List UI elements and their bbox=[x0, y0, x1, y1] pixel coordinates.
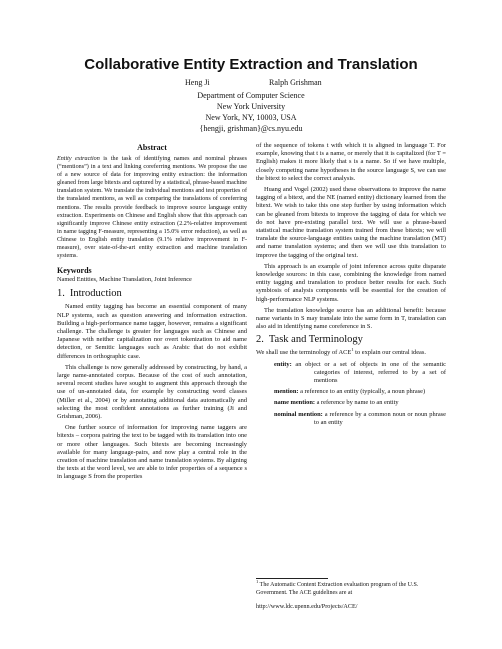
body-paragraph: Huang and Vogel (2002) used these observations to improve the name tagging of a bitext, and the NE (named entity) dictionary learned from the bitext. We wish to take this one step further by using information which can be gleaned from bitexts to improve the tagging of data for which we do not have pre-existing parallel text. We will use a phrase-based statistical machine translation system trained from these bitexts; we will translate the source-language entities using the machine translation (MT) and name translation systems; and then we will use this translation to improve the tagging of the original text. bbox=[256, 186, 446, 259]
term-definition: an object or a set of objects in one of the semantic categories of interest, referred to by a set of mentions bbox=[295, 360, 446, 385]
keywords-text: Named Entities, Machine Translation, Joint Inference bbox=[57, 276, 192, 284]
term-name: entity: bbox=[274, 360, 292, 368]
abstract-text bbox=[57, 155, 247, 260]
affiliation-dept: Department of Computer Science bbox=[197, 91, 305, 100]
affiliation-email: {hengji, grishman}@cs.nyu.edu bbox=[199, 124, 303, 133]
term-item bbox=[274, 388, 446, 396]
task-intro-before: We shall use the terminology of ACE bbox=[256, 349, 352, 357]
paper-title: Collaborative Entity Extraction and Translation bbox=[84, 56, 418, 73]
abstract-heading: Abstract bbox=[137, 143, 167, 152]
affiliation-university: New York University bbox=[216, 102, 286, 111]
task-intro bbox=[256, 349, 446, 357]
intro-paragraph: Named entity tagging has become an essential component of many NLP systems, such as question answering and information extraction. Building a high-performance name tagger, however, remains a significant challenge. The challenge is greater for languages such as Chinese and Japanese with neither capitalization nor overt tokenization to aid name detection, or Semitic languages such as Arabic that do not exhibit differences in orthographic case. bbox=[57, 303, 247, 360]
author-1: Heng Ji bbox=[185, 78, 210, 87]
keywords-heading: Keywords bbox=[57, 266, 92, 276]
section-number: 1. bbox=[57, 288, 65, 300]
footnote-mark: 1 bbox=[256, 579, 259, 584]
term-name: nominal mention: bbox=[274, 410, 323, 418]
term-item bbox=[274, 399, 446, 407]
affiliation-address: New York, NY, 10003, USA bbox=[205, 113, 297, 122]
term-item bbox=[274, 361, 446, 386]
right-column bbox=[256, 142, 446, 430]
abstract-body: is the task of identifying names and nominal phrases (“mentions”) in a text and linking coreferring mentions. We propose the use of a new source of data for improving entity extraction: the information gleaned from large bitexts and captured by a statistical, phrase-based machine translation system. We translate the individual mentions and test properties of the translated mentions, as well as comparing the translations of coreferring mentions. The results provide feedback to improve source language entity extraction. Experiments on Chinese and English show that this approach can significantly improve Chinese entity extraction (2.2%-relative improvement in name tagging F-measure, representing a 15.0% error reduction), as well as Chinese to English entity translation (9.1% relative improvement in F-measure), over state-of-the-art entity extraction and machine translation systems. bbox=[57, 156, 247, 260]
term-name: mention: bbox=[274, 388, 299, 396]
section-number: 2. bbox=[256, 334, 264, 346]
body-paragraph: This approach is an example of joint inference across quite disparate knowledge sources: in this case, combining the knowledge from named entity tagging and translation to produce better results for each. Such symbiosis of analysis components will be essential for the creation of high-performance NLP systems. bbox=[256, 262, 446, 303]
section-heading-task bbox=[256, 334, 446, 346]
intro-paragraph: One further source of information for improving name taggers are bitexts – corpora pairing the text to be tagged with its translation into one or more other languages. Such bitexts are becoming increasingly available for many language-pairs, and now play a central role in the creation of machine translation and name translation systems. By aligning the texts at the word level, we are able to infer properties of a sequence s in language S from the properties bbox=[57, 424, 247, 481]
term-definition: a reference to an entity (typically, a noun phrase) bbox=[300, 388, 426, 396]
body-paragraph: of the sequence of tokens t with which it is aligned in language T. For example, knowing that t is a name, or merely that it is capitalized (for T = English) makes it more likely that s is a name. So if we have multiple, closely competing name hypotheses in the source language S, we can use the bitext to select the correct analysis. bbox=[256, 142, 446, 182]
term-item bbox=[274, 411, 446, 427]
footnote-text: The Automatic Content Extraction evaluation program of the U.S. Government. The ACE guidelines are at bbox=[256, 582, 419, 596]
term-definition: a reference by name to an entity bbox=[316, 399, 399, 407]
author-2: Ralph Grishman bbox=[269, 78, 322, 87]
footnote-rule bbox=[256, 578, 328, 579]
term-definition: a reference by a common noun or noun phrase to an entity bbox=[314, 410, 446, 426]
section-heading-introduction bbox=[57, 288, 247, 300]
footnote-ref: 1 bbox=[351, 347, 354, 353]
abstract-lead-term: Entity extraction bbox=[57, 156, 100, 162]
section-title: Task and Terminology bbox=[268, 334, 363, 346]
footnote-url: http://www.ldc.upenn.edu/Projects/ACE/ bbox=[256, 603, 358, 610]
body-paragraph: The translation knowledge source has an additional benefit: because name variants in S may translate into the same form in T, translation can also aid in identifying name coreference in S. bbox=[256, 306, 446, 331]
left-column bbox=[57, 143, 247, 485]
task-intro-after: to explain our central ideas. bbox=[353, 349, 426, 357]
intro-paragraph: This challenge is now generally addressed by constructing, by hand, a large name-annotated corpus. Because of the cost of such annotation, several recent studies have sought to augment this approach through the use of un-annotated data, for example by constructing word classes (Miller et al., 2004) or by annotating additional data automatically and selecting the most confident annotations as further training (Ji and Grishman, 2006). bbox=[57, 363, 247, 421]
term-name: name mention: bbox=[274, 399, 316, 407]
footnote bbox=[256, 579, 446, 597]
section-title: Introduction bbox=[69, 288, 122, 300]
terminology-list bbox=[256, 361, 446, 427]
